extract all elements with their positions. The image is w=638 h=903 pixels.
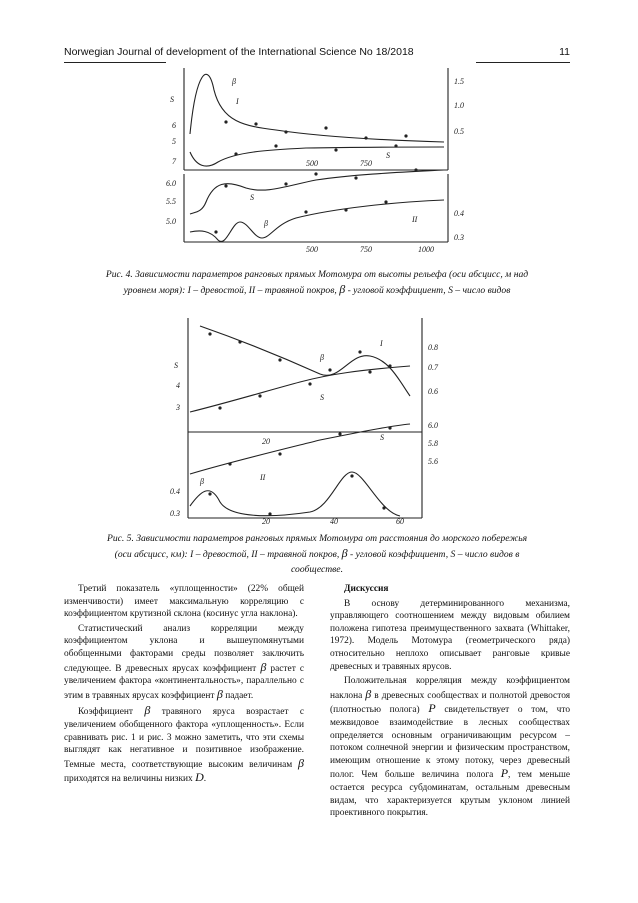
- fig4-left-label: 7: [172, 157, 176, 166]
- left-paragraph-2: Статистический анализ корреляции между коэффициентом уклона и вышеупомянутыми обобщенными факторами среды позволяет заключить следующее. В древесных ярусах коэффициент β растет с увеличением фактора «континентальность», параллельно с этим в травяных ярусах коэффициент β падает.: [64, 623, 305, 701]
- fig4-right-label: 0.4: [454, 209, 464, 218]
- fig5-x-tick: 20: [262, 437, 270, 446]
- fig5-point: [238, 340, 241, 343]
- fig4-right-label: 0.3: [454, 233, 464, 242]
- fig5-point: [278, 452, 281, 455]
- fig5-right-label: 6.0: [428, 421, 438, 430]
- fig4-point: [274, 144, 277, 147]
- fig5-right-label: 0.6: [428, 387, 438, 396]
- fig4-point: [384, 200, 387, 203]
- fig4-left-label: 6.0: [166, 179, 176, 188]
- fig4-curve-label: S: [250, 193, 254, 202]
- fig4-x-tick: 500: [306, 245, 318, 254]
- fig5-point: [258, 394, 261, 397]
- fig4-curve-label: S: [386, 151, 390, 160]
- fig4-left-label: 5.5: [166, 197, 176, 206]
- p-symbol: P: [428, 701, 436, 716]
- fig5-right-label: 0.7: [428, 363, 438, 372]
- fig5-point: [308, 382, 311, 385]
- beta-symbol: β: [298, 755, 305, 770]
- fig5-point: [278, 358, 281, 361]
- fig5-curve-label: β: [320, 353, 324, 362]
- fig4-curve-label: β: [232, 77, 236, 86]
- fig5-curve-s-top: [190, 366, 410, 412]
- figure-4: [166, 62, 476, 260]
- beta-symbol: β: [365, 686, 372, 701]
- fig4-left-label: S: [170, 95, 174, 104]
- fig5-caption-line2: (оси абсцисс, км): I – древостой, II – травяной покров, β - угловой коэффициент, S – число видов в: [114, 546, 520, 560]
- fig5-left-label: 0.4: [170, 487, 180, 496]
- fig5-point: [338, 432, 341, 435]
- fig4-point: [334, 148, 337, 151]
- fig4-curve-label: I: [236, 97, 239, 106]
- fig5-x-tick: 40: [330, 517, 338, 524]
- fig5-right-label: 5.6: [428, 457, 438, 466]
- fig5-point: [368, 370, 371, 373]
- fig4-point: [364, 136, 367, 139]
- figure-5-plot: [170, 312, 470, 524]
- fig4-point: [284, 182, 287, 185]
- fig4-point: [214, 230, 217, 233]
- fig5-point: [208, 492, 211, 495]
- left-column: [64, 583, 304, 788]
- right-column: [330, 583, 570, 822]
- fig4-point: [354, 176, 357, 179]
- fig4-left-label: 6: [172, 121, 176, 130]
- fig4-x-tick: 750: [360, 245, 372, 254]
- fig4-point: [414, 168, 417, 171]
- fig5-left-label: S: [174, 361, 178, 370]
- fig4-caption-line1: Рис. 4. Зависимости параметров ранговых прямых Мотомура от высоты рельефа (оси абсцисс, м над: [105, 269, 529, 280]
- figure-4-plot: [166, 62, 476, 260]
- fig4-curve-beta-bottom: [190, 200, 444, 242]
- page-header: [64, 44, 570, 63]
- fig4-curve-s-mid: [190, 170, 444, 214]
- beta-symbol: β: [339, 282, 346, 296]
- figure-5: [170, 312, 470, 524]
- fig5-point: [208, 332, 211, 335]
- fig4-curve-label: II: [412, 215, 418, 224]
- fig5-curve-beta-top: [200, 326, 410, 396]
- fig5-point: [388, 364, 391, 367]
- fig4-point: [314, 172, 317, 175]
- fig4-caption-line2: уровнем моря): I – древостой, II – травяной покров, β - угловой коэффициент, S – число видов: [123, 282, 511, 296]
- d-symbol: D: [195, 770, 204, 785]
- fig5-right-label: 5.8: [428, 439, 438, 448]
- fig5-curve-label: β: [200, 477, 204, 486]
- fig4-right-label: 1.5: [454, 77, 464, 86]
- fig5-caption-line3: сообществе.: [291, 564, 343, 575]
- fig5-point: [328, 368, 331, 371]
- fig4-x-tick: 1000: [418, 245, 434, 254]
- fig5-left-label: 0.3: [170, 509, 180, 518]
- fig5-point: [388, 426, 391, 429]
- right-paragraph-2: Положительная корреляция между коэффициентом наклона β в древесных сообществах и полнотой древостоя (плотностью полога) P свидетельствует о том, что межвидовое взаимодействие в лесных сообществах определяется основным ограничивающим ресурсом – потоком солнечной энергии и физическим пространством, имеющим отношение к этому потоку, через древесный полог. Чем больше величина полога P, тем меньше остается ресурса субдоминатам, остальным древесным видам, что характеризуется крутым уклоном линией проективного покрытия.: [330, 676, 571, 819]
- fig4-point: [344, 208, 347, 211]
- fig5-left-label: 4: [176, 381, 180, 390]
- figure-5-caption: [64, 531, 570, 577]
- fig5-x-tick: 60: [396, 517, 404, 524]
- fig5-point: [268, 512, 271, 515]
- fig5-curve-label: II: [260, 473, 266, 482]
- fig5-curve-label: I: [380, 339, 383, 348]
- p-symbol: P: [500, 766, 509, 781]
- fig4-point: [304, 210, 307, 213]
- fig4-right-label: 0.5: [454, 127, 464, 136]
- fig4-curve-beta-top: [190, 74, 444, 142]
- fig4-x-tick: 500: [306, 159, 318, 168]
- fig5-point: [382, 506, 385, 509]
- left-paragraph-1: Третий показатель «уплощенности» (22% общей изменчивости) имеет максимальную корреляцию с коэффициентом крутизной склона (косинус угла наклона).: [64, 584, 304, 620]
- fig5-point: [358, 350, 361, 353]
- fig5-point: [228, 462, 231, 465]
- fig4-point: [224, 184, 227, 187]
- fig4-curve-label: β: [264, 219, 268, 228]
- fig5-curve-label: S: [320, 393, 324, 402]
- fig4-point: [224, 120, 227, 123]
- fig5-curve-beta-bottom: [190, 472, 400, 516]
- fig4-left-label: 5.0: [166, 217, 176, 226]
- journal-title: Norwegian Journal of development of the International Science No 18/2018: [64, 46, 414, 58]
- fig4-left-label: 5: [172, 137, 176, 146]
- beta-symbol: β: [341, 546, 348, 560]
- fig5-caption-line1: Рис. 5. Зависимости параметров ранговых прямых Мотомура от расстояния до морского побережья: [106, 533, 528, 544]
- discussion-heading: Дискуссия: [344, 584, 389, 594]
- fig5-x-tick: 20: [262, 517, 270, 524]
- fig5-curve-label: S: [380, 433, 384, 442]
- left-paragraph-3: Коэффициент β травяного яруса возрастает с увеличением обобщенного фактора «уплощенность». Если сравнивать рис. 1 и рис. 3 можно заметить, что эти схемы выглядят как негативное и позитивное изображение. Темные места, соответствующие высоким величинам β приходятся на величины низких D.: [64, 703, 305, 785]
- page-number: 11: [559, 46, 570, 58]
- fig4-point: [324, 126, 327, 129]
- beta-symbol: β: [144, 703, 151, 718]
- fig4-point: [394, 144, 397, 147]
- fig4-x-tick: 750: [360, 159, 372, 168]
- beta-symbol: β: [216, 686, 223, 701]
- fig5-left-label: 3: [176, 403, 180, 412]
- fig5-point: [350, 474, 353, 477]
- right-paragraph-1: В основу детерминированного механизма, управляющего соотношением между видовым обилием положена гипотеза преимущественного захвата (Whittaker, 1972). Модель Мотомура (геометрического ряда) относительно неплохо описывает ранговые кривые древесных и травяных ярусов.: [330, 598, 570, 672]
- fig4-point: [404, 134, 407, 137]
- fig4-point: [234, 152, 237, 155]
- fig4-point: [284, 130, 287, 133]
- fig4-right-label: 1.0: [454, 101, 464, 110]
- fig5-right-label: 0.8: [428, 343, 438, 352]
- fig4-point: [254, 122, 257, 125]
- figure-4-caption: [64, 267, 570, 298]
- beta-symbol: β: [260, 659, 267, 674]
- fig5-point: [218, 406, 221, 409]
